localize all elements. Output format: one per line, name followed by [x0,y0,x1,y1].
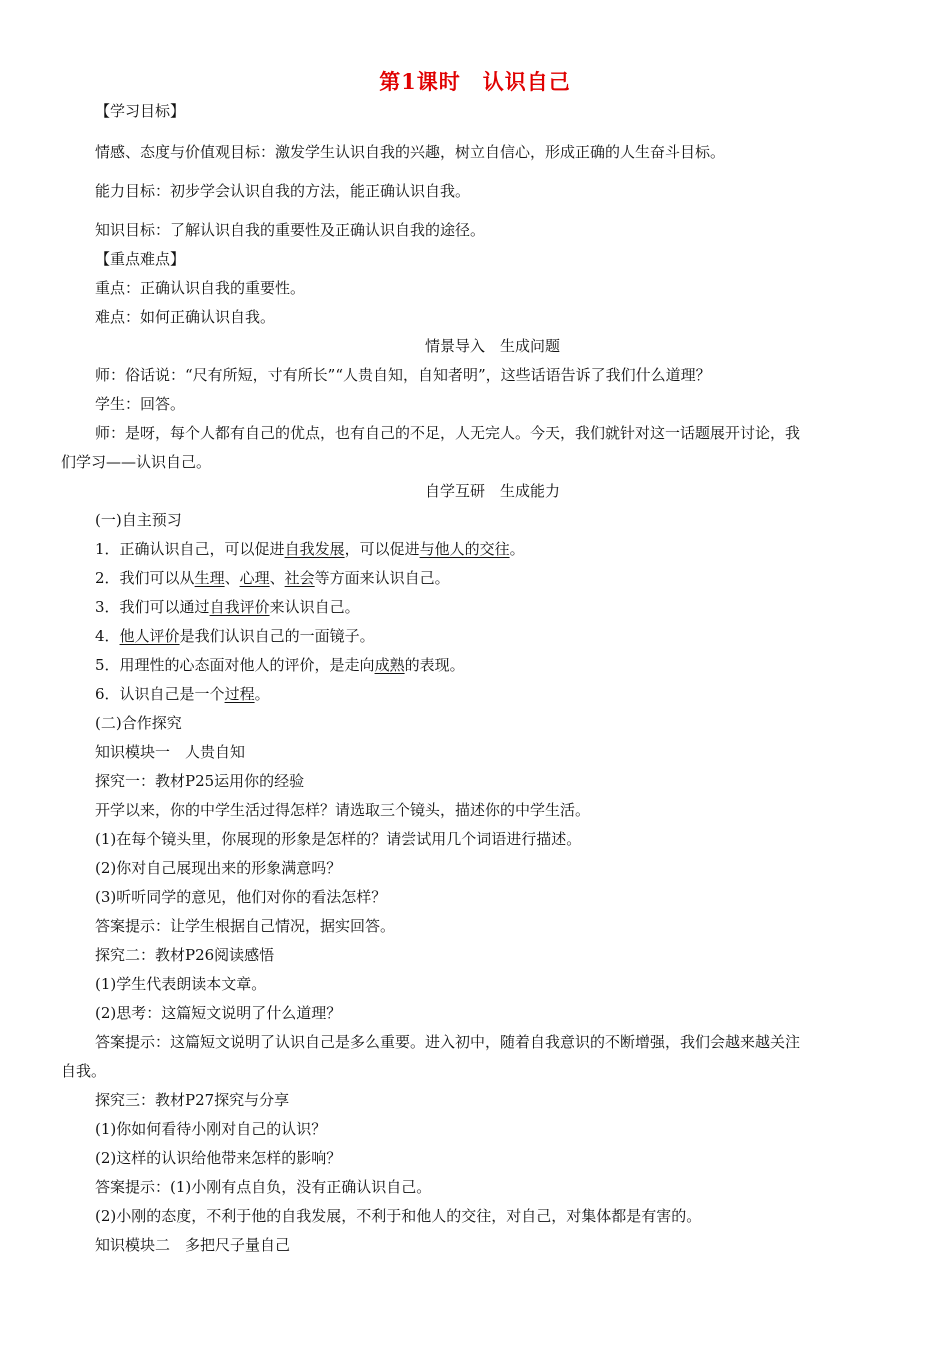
intro-heading: 情景导入 生成问题 [424,337,560,355]
explore-3-title: 探究三：教材P27探究与分享 [95,1091,290,1109]
explore-3-answer-1: 答案提示：(1)小刚有点自负，没有正确认识自己。 [95,1178,432,1196]
objective-ability: 能力目标：初步学会认识自我的方法，能正确认识自我。 [95,182,471,200]
cooperation-heading: (二)合作探究 [95,714,182,732]
objective-emotion: 情感、态度与价值观目标：激发学生认识自我的兴趣，树立自信心，形成正确的人生奋斗目标。 [95,143,726,161]
preview-item-1: 1．正确认识自己，可以促进自我发展，可以促进与他人的交往。 [95,540,525,558]
lesson-title: 第1课时 认识自己 [379,69,571,94]
explore-2-question-1: (1)学生代表朗读本文章。 [95,975,267,993]
objective-knowledge: 知识目标：了解认识自我的重要性及正确认识自我的途径。 [95,221,486,239]
preview-item-4: 4．他人评价是我们认识自己的一面镜子。 [95,627,375,645]
explore-1-question-1: (1)在每个镜头里，你展现的形象是怎样的？请尝试用几个词语进行描述。 [95,830,582,848]
module-1-heading: 知识模块一 人贵自知 [95,743,246,761]
explore-3-answer-2: (2)小刚的态度，不利于他的自我发展，不利于和他人的交往，对自己，对集体都是有害的。 [95,1207,702,1225]
explore-2-answer-1: 答案提示：这篇短文说明了认识自己是多么重要。进入初中，随着自我意识的不断增强，我们会越来越关注 [95,1033,801,1051]
explore-1-answer: 答案提示：让学生根据自己情况，据实回答。 [95,917,396,935]
difficult-point: 难点：如何正确认识自我。 [95,308,276,326]
explore-1-intro: 开学以来，你的中学生活过得怎样？请选取三个镜头，描述你的中学生活。 [95,801,591,819]
explore-3-question-2: (2)这样的认识给他带来怎样的影响？ [95,1149,342,1167]
key-point: 重点：正确认识自我的重要性。 [95,279,306,297]
preview-item-3: 3．我们可以通过自我评价来认识自己。 [95,598,360,616]
explore-3-question-1: (1)你如何看待小刚对自己的认识？ [95,1120,327,1138]
explore-1-question-2: (2)你对自己展现出来的形象满意吗？ [95,859,342,877]
explore-2-answer-2: 自我。 [61,1062,107,1080]
objectives-heading: 【学习目标】 [95,102,186,120]
study-heading: 自学互研 生成能力 [424,482,560,500]
module-2-heading: 知识模块二 多把尺子量自己 [95,1236,291,1254]
preview-heading: (一)自主预习 [95,511,182,529]
intro-student-answer: 学生：回答。 [95,395,186,413]
preview-item-2: 2．我们可以从生理、心理、社会等方面来认识自己。 [95,569,450,587]
explore-2-title: 探究二：教材P26阅读感悟 [95,946,275,964]
key-points-heading: 【重点难点】 [95,250,186,268]
explore-1-question-3: (3)听听同学的意见，他们对你的看法怎样？ [95,888,387,906]
intro-teacher-question: 师：俗话说：“尺有所短，寸有所长”“人贵自知，自知者明”，这些话语告诉了我们什么道理？ [95,366,711,384]
preview-item-5: 5．用理性的心态面对他人的评价，是走向成熟的表现。 [95,656,465,674]
intro-teacher-summary-2: 们学习——认识自己。 [61,453,212,471]
explore-2-question-2: (2)思考：这篇短文说明了什么道理？ [95,1004,342,1022]
preview-item-6: 6．认识自己是一个过程。 [95,685,270,703]
intro-teacher-summary-1: 师：是呀，每个人都有自己的优点，也有自己的不足，人无完人。今天，我们就针对这一话题展开讨论，我 [95,424,801,442]
explore-1-title: 探究一：教材P25运用你的经验 [95,772,305,790]
